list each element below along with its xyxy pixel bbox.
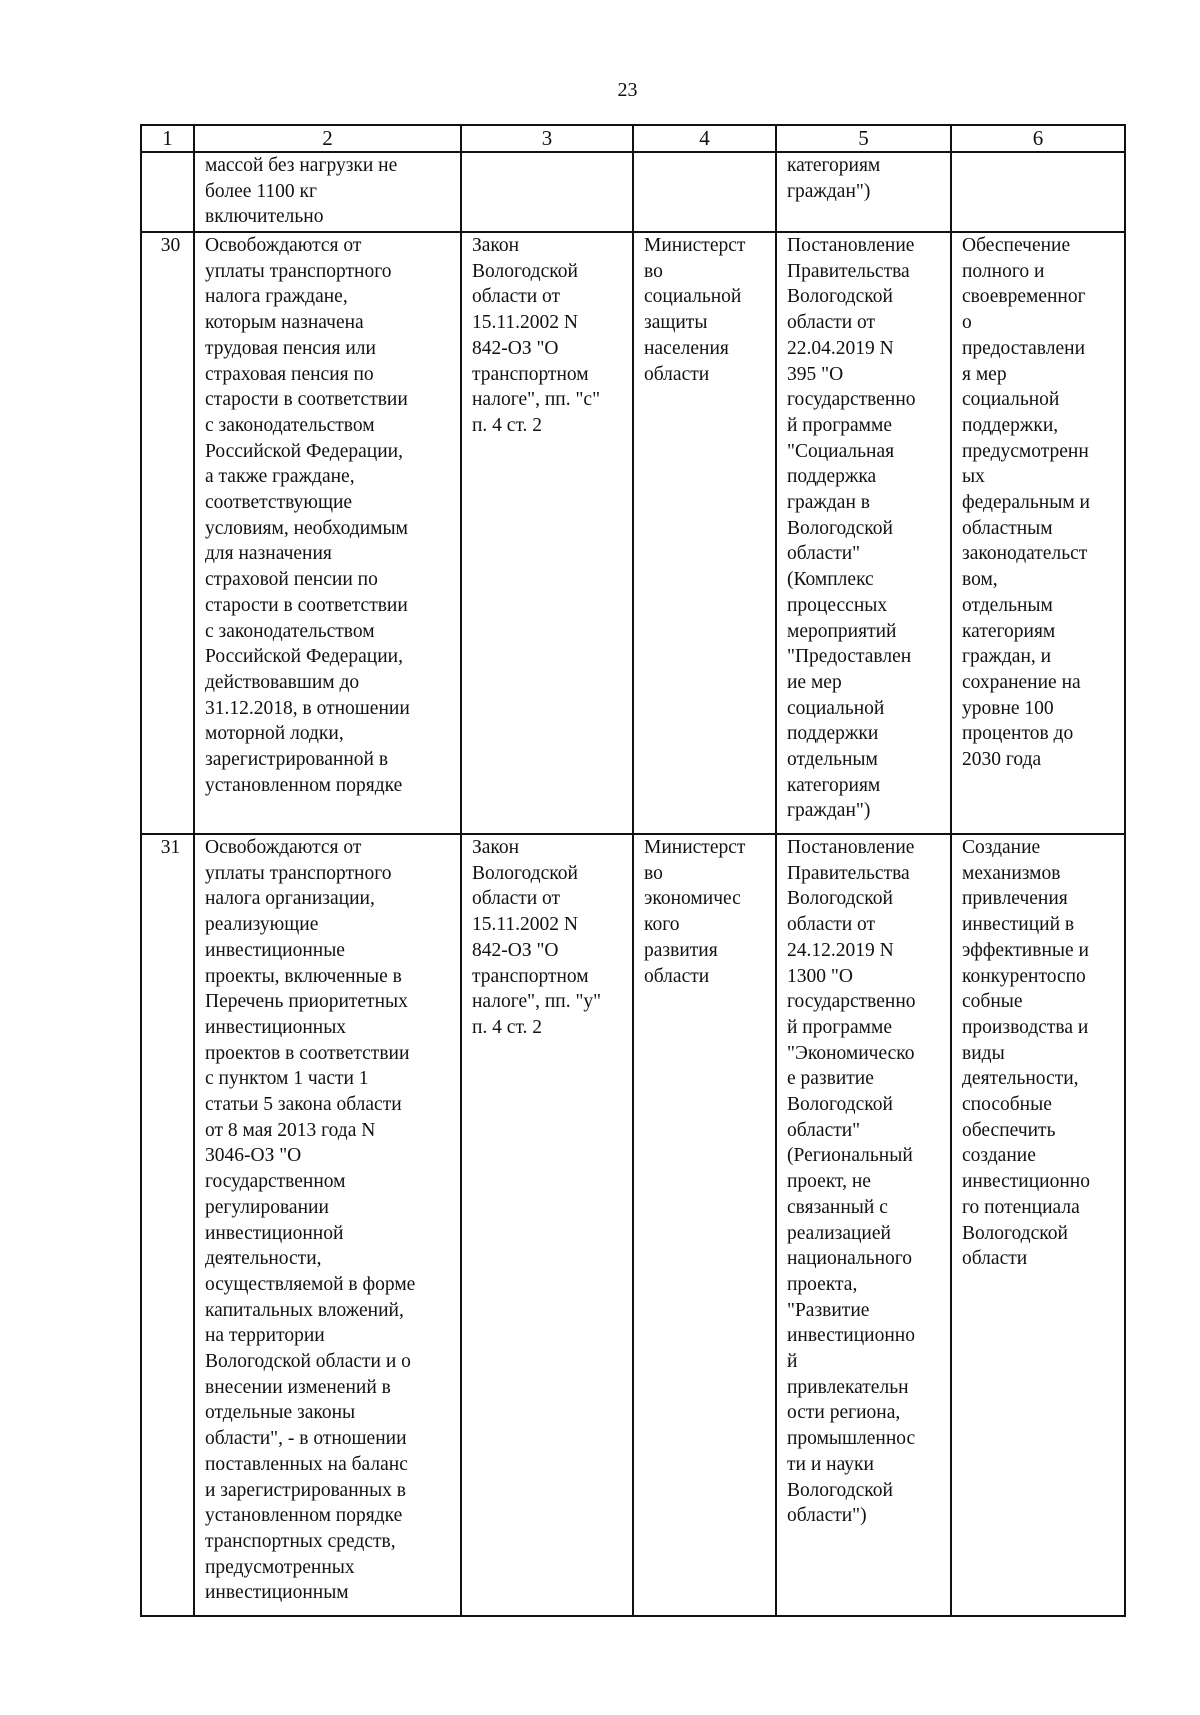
state-program-cell: Постановление Правительства Вологодской области от 22.04.2019 N 395 "О государственно й программе "Социальная поддержка граждан в Вологодской области" (Комплекс процессных мероприятий "Предоставлен ие мер социальной поддержки отдельным категориям граждан") (776, 232, 951, 834)
benefit-description-cell: Освобождаются от уплаты транспортного налога граждане, которым назначена трудовая пенсия или страховая пенсия по старости в соответствии с законодательством Российской Федерации, а также граждане, соответствующие условиям, необходимым для назначения страховой пенсии по старости в соответствии с законодательством Российской Федерации, действовавшим до 31.12.2018, в отношении моторной лодки, зарегистрированной в установленном порядке (194, 232, 461, 834)
table-row-30 (141, 232, 1125, 834)
table-row-31 (141, 834, 1125, 1616)
column-header-1: 1 (141, 125, 194, 152)
column-header-4: 4 (633, 125, 776, 152)
column-header-3: 3 (461, 125, 633, 152)
table-row-continuation (141, 152, 1125, 232)
column-header-5: 5 (776, 125, 951, 152)
state-program-cell: Постановление Правительства Вологодской области от 24.12.2019 N 1300 "О государственно й программе "Экономическо е развитие Вологодской области" (Региональный проект, не связанный с реализацией национального проекта, "Развитие инвестиционно й привлекательн ости региона, промышленнос ти и науки Вологодской области") (776, 834, 951, 1616)
table-header-row (141, 125, 1125, 152)
benefits-table (140, 124, 1126, 1617)
page-number: 23 (617, 79, 638, 101)
responsible-authority-cell (633, 152, 776, 232)
objective-cell: Создание механизмов привлечения инвестиций в эффективные и конкурентоспо собные производства и виды деятельности, способные обеспечить создание инвестиционно го потенциала Вологодской области (951, 834, 1125, 1616)
column-header-6: 6 (951, 125, 1125, 152)
benefit-description-cell: массой без нагрузки не более 1100 кг включительно (194, 152, 461, 232)
objective-cell: Обеспечение полного и своевременног о предоставлени я мер социальной поддержки, предусмотренн ых федеральным и областным законодательст вом, отдельным категориям граждан, и сохранение на уровне 100 процентов до 2030 года (951, 232, 1125, 834)
legal-basis-cell: Закон Вологодской области от 15.11.2002 N 842-ОЗ "О транспортном налоге", пп. "у" п. 4 ст. 2 (461, 834, 633, 1616)
row-number-cell: 31 (141, 834, 194, 1616)
state-program-cell: категориям граждан") (776, 152, 951, 232)
objective-cell (951, 152, 1125, 232)
row-number-cell (141, 152, 194, 232)
legal-basis-cell (461, 152, 633, 232)
benefit-description-cell: Освобождаются от уплаты транспортного налога организации, реализующие инвестиционные проекты, включенные в Перечень приоритетных инвестиционных проектов в соответствии с пунктом 1 части 1 статьи 5 закона области от 8 мая 2013 года N 3046-ОЗ "О государственном регулировании инвестиционной деятельности, осуществляемой в форме капитальных вложений, на территории Вологодской области и о внесении изменений в отдельные законы области", - в отношении поставленных на баланс и зарегистрированных в установленном порядке транспортных средств, предусмотренных инвестиционным (194, 834, 461, 1616)
column-header-2: 2 (194, 125, 461, 152)
responsible-authority-cell: Министерст во социальной защиты населения области (633, 232, 776, 834)
responsible-authority-cell: Министерст во экономичес кого развития области (633, 834, 776, 1616)
legal-basis-cell: Закон Вологодской области от 15.11.2002 N 842-ОЗ "О транспортном налоге", пп. "с" п. 4 ст. 2 (461, 232, 633, 834)
row-number-cell: 30 (141, 232, 194, 834)
